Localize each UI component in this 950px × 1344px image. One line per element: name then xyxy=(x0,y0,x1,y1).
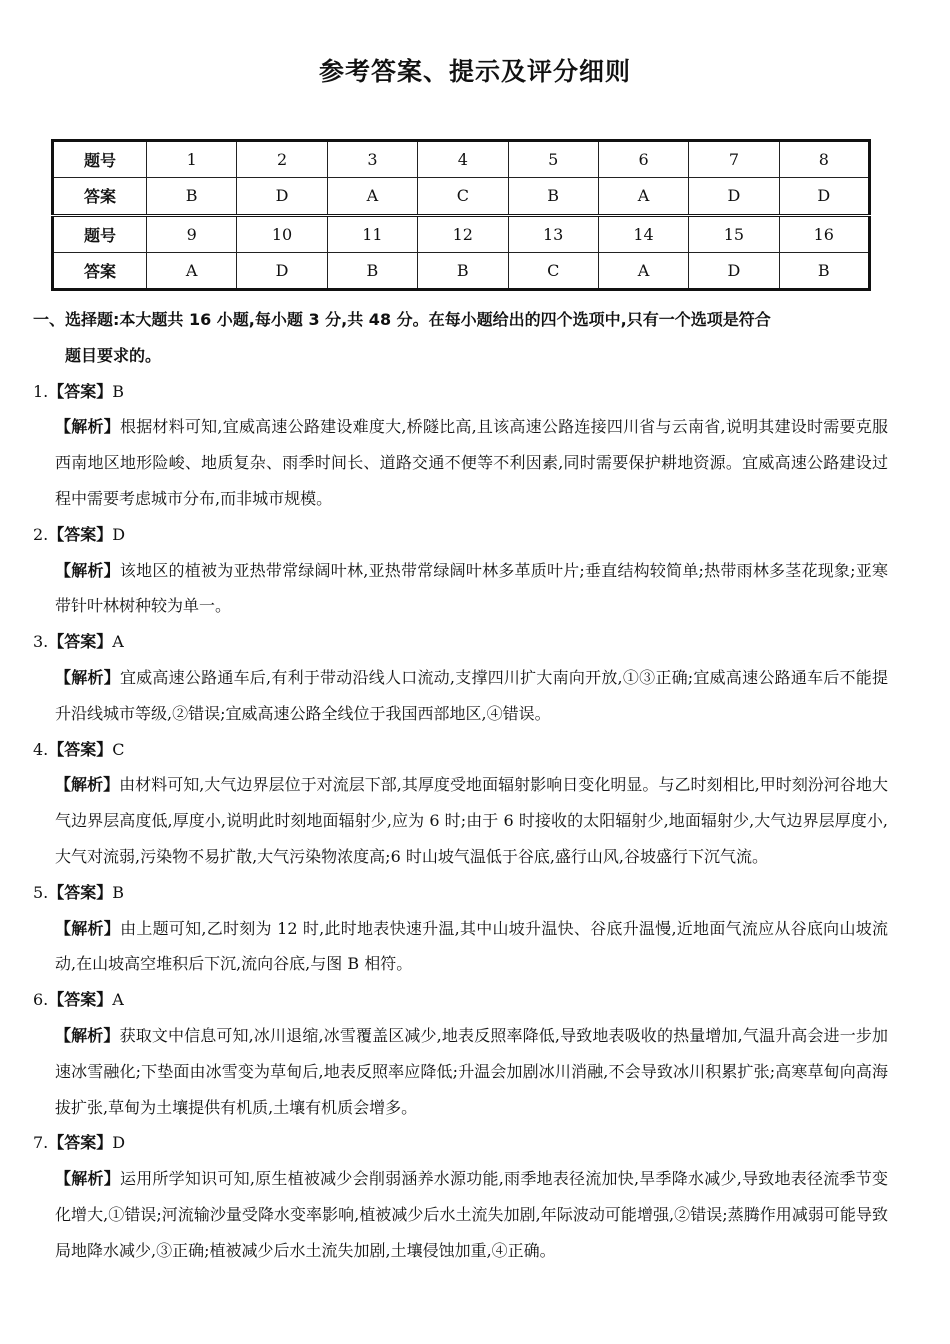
explanation-text: 由上题可知,乙时刻为 12 时,此时地表快速升温,其中山坡升温快、谷底升温慢,近地面气流应从谷底向山坡流动,在山坡高空堆积后下沉,流向谷底,与图 B 相符。 xyxy=(55,918,888,974)
question-number-cell: 11 xyxy=(327,215,417,252)
explanation xyxy=(33,767,888,874)
explanation-tag: 【解析】 xyxy=(55,918,121,938)
item-number: 6. xyxy=(33,990,49,1010)
answer-table xyxy=(51,139,871,291)
answer-cell: D xyxy=(237,178,327,215)
answer-value: D xyxy=(112,1133,126,1153)
answer-cell: C xyxy=(418,178,508,215)
explanation-tag: 【解析】 xyxy=(55,1025,120,1045)
explanation-text: 该地区的植被为亚热带常绿阔叶林,亚热带常绿阔叶林多革质叶片;垂直结构较简单;热带雨林多茎花现象;亚寒带针叶林树种较为单一。 xyxy=(55,560,888,616)
explanation-text: 由材料可知,大气边界层位于对流层下部,其厚度受地面辐射影响日变化明显。与乙时刻相比,甲时刻汾河谷地大气边界层高度低,厚度小,说明此时刻地面辐射少,应为 6 时;由于 6 时接收的太阳辐射少,地面辐射少,大气边界层厚度小,大气对流弱,污染物不易扩散,大气污染物浓度高;6 时山坡气温低于谷底,盛行山风,谷坡盛行下沉气流。 xyxy=(55,775,888,866)
question-number-cell: 1 xyxy=(147,141,237,178)
answer-item xyxy=(33,374,888,517)
answer-cell: B xyxy=(147,178,237,215)
page-title: 参考答案、提示及评分细则 xyxy=(318,57,631,86)
explanation xyxy=(33,409,888,516)
answer-line xyxy=(33,624,888,660)
table-row xyxy=(53,252,870,289)
table-row xyxy=(53,215,870,252)
explanation xyxy=(33,911,888,983)
answer-line xyxy=(33,374,888,410)
answer-value: C xyxy=(112,739,125,759)
answer-line xyxy=(33,982,888,1018)
answer-value: A xyxy=(112,990,124,1010)
explanation-text: 根据材料可知,宜威高速公路建设难度大,桥隧比高,且该高速公路连接四川省与云南省,说明其建设时需要克服西南地区地形险峻、地质复杂、雨季时间长、道路交通不便等不利因素,同时需要保护耕地资源。宜威高速公路建设过程中需要考虑城市分布,而非城市规模。 xyxy=(55,417,888,508)
explanation-tag: 【解析】 xyxy=(55,417,120,437)
question-number-header: 题号 xyxy=(53,141,147,178)
explanation-tag: 【解析】 xyxy=(55,775,120,795)
explanation-tag: 【解析】 xyxy=(55,560,120,580)
answer-item xyxy=(33,517,888,624)
question-number-cell: 4 xyxy=(418,141,508,178)
section-heading-line1: 一、选择题:本大题共 16 小题,每小题 3 分,共 48 分。在每小题给出的四个选项中,只有一个选项是符合 xyxy=(33,310,771,329)
explanation xyxy=(33,553,888,625)
answer-item xyxy=(33,875,888,982)
question-number-cell: 3 xyxy=(327,141,417,178)
answer-cell: A xyxy=(598,178,688,215)
answer-cell: D xyxy=(689,178,779,215)
answer-tag: 【答案】 xyxy=(48,990,113,1010)
question-number-cell: 5 xyxy=(508,141,598,178)
question-number-cell: 13 xyxy=(508,215,598,252)
question-number-cell: 7 xyxy=(689,141,779,178)
section-heading-line2: 题目要求的。 xyxy=(65,345,162,365)
question-number-cell: 8 xyxy=(779,141,869,178)
item-number: 1. xyxy=(33,381,49,401)
answer-cell: D xyxy=(237,252,327,289)
question-number-cell: 12 xyxy=(418,215,508,252)
answer-line xyxy=(33,1125,888,1161)
explanation xyxy=(33,1018,888,1125)
question-number-cell: 2 xyxy=(237,141,327,178)
answer-tag: 【答案】 xyxy=(48,739,113,759)
item-number: 7. xyxy=(33,1133,49,1153)
question-number-header: 题号 xyxy=(53,215,147,252)
answer-line xyxy=(33,517,888,553)
explanation-text: 宜威高速公路通车后,有利于带动沿线人口流动,支撑四川扩大南向开放,①③正确;宜威高速公路通车后不能提升沿线城市等级,②错误;宜威高速公路全线位于我国西部地区,④错误。 xyxy=(55,667,888,723)
answer-cell: C xyxy=(508,252,598,289)
explanation-tag: 【解析】 xyxy=(55,667,120,687)
answer-value: A xyxy=(112,632,124,652)
question-number-cell: 15 xyxy=(689,215,779,252)
answer-cell: A xyxy=(327,178,417,215)
answer-tag: 【答案】 xyxy=(48,1133,113,1153)
answer-cell: A xyxy=(598,252,688,289)
explanation-tag: 【解析】 xyxy=(55,1169,120,1189)
answer-tag: 【答案】 xyxy=(48,381,113,401)
answer-cell: B xyxy=(779,252,869,289)
explanation xyxy=(33,660,888,732)
table-row xyxy=(53,141,870,178)
item-number: 5. xyxy=(33,882,49,902)
answer-tag: 【答案】 xyxy=(48,524,113,544)
answer-item xyxy=(33,982,888,1125)
item-number: 3. xyxy=(33,632,49,652)
question-number-cell: 6 xyxy=(598,141,688,178)
answer-item xyxy=(33,1125,888,1268)
answer-header: 答案 xyxy=(53,178,147,215)
item-number: 4. xyxy=(33,739,49,759)
answer-value: B xyxy=(112,381,125,401)
answer-cell: D xyxy=(779,178,869,215)
answer-cell: A xyxy=(147,252,237,289)
answer-value: D xyxy=(112,524,126,544)
answer-item xyxy=(33,624,888,731)
explanation-text: 运用所学知识可知,原生植被减少会削弱涵养水源功能,雨季地表径流加快,旱季降水减少,导致地表径流季节变化增大,①错误;河流输沙量受降水变率影响,植被减少后水土流失加剧,年际波动可能增强,②错误;蒸腾作用减弱可能导致局地降水减少,③正确;植被减少后水土流失加剧,土壤侵蚀加重,④正确。 xyxy=(55,1169,888,1260)
answer-explanations xyxy=(33,302,888,1269)
section-heading xyxy=(33,302,888,374)
answer-cell: D xyxy=(689,252,779,289)
answer-cell: B xyxy=(327,252,417,289)
question-number-cell: 10 xyxy=(237,215,327,252)
answer-value: B xyxy=(112,882,125,902)
answer-tag: 【答案】 xyxy=(48,882,113,902)
table-row xyxy=(53,178,870,215)
answer-line xyxy=(33,875,888,911)
question-number-cell: 16 xyxy=(779,215,869,252)
answer-cell: B xyxy=(508,178,598,215)
answer-tag: 【答案】 xyxy=(48,632,113,652)
explanation-text: 获取文中信息可知,冰川退缩,冰雪覆盖区减少,地表反照率降低,导致地表吸收的热量增加,气温升高会进一步加速冰雪融化;下垫面由冰雪变为草甸后,地表反照率应降低;升温会加剧冰川消融,不会导致冰川积累扩张;高寒草甸向高海拔扩张,草甸为土壤提供有机质,土壤有机质会增多。 xyxy=(55,1025,888,1117)
answer-line xyxy=(33,732,888,768)
answer-cell: B xyxy=(418,252,508,289)
answer-header: 答案 xyxy=(53,252,147,289)
item-number: 2. xyxy=(33,524,49,544)
question-number-cell: 9 xyxy=(147,215,237,252)
question-number-cell: 14 xyxy=(598,215,688,252)
explanation xyxy=(33,1161,888,1268)
answer-item xyxy=(33,732,888,875)
